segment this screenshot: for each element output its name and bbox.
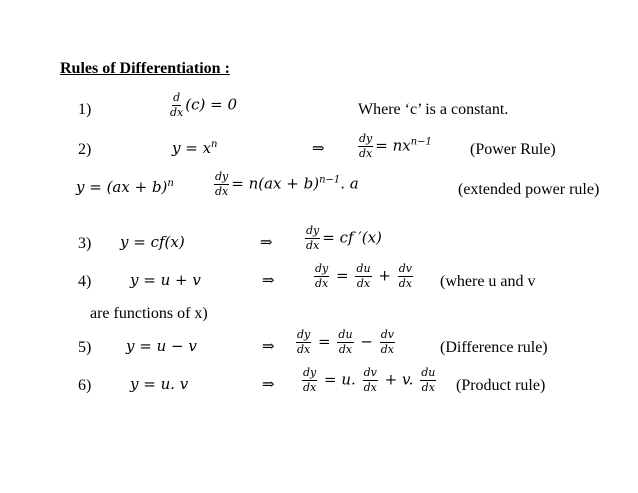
rule-1-note: Where ‘c’ is a constant. [358, 101, 509, 118]
rule-4-rhs: $\frac{dy}{dx}$ = $\frac{du}{dx}$ + $\frac{dv}{dx}$ [315, 262, 412, 290]
rule-2-note: (Power Rule) [470, 141, 556, 158]
page-title: Rules of Differentiation : [60, 60, 230, 77]
rule-2-rhs: $\frac{dy}{dx}$ = $nx^{n-1}$ [359, 132, 432, 160]
rule-2-lhs: $y = x^n$ [172, 139, 218, 157]
rule-3-lhs: y = cf(x) [120, 233, 185, 251]
rule-2b-note: (extended power rule) [458, 181, 600, 198]
rule-4-note: (where u and v [440, 273, 536, 290]
rule-number: 5) [78, 339, 92, 356]
rule-2b-lhs: y = (ax + b)$^n$ [76, 178, 174, 196]
rule-6-rhs: $\frac{dy}{dx}$ = u. $\frac{dv}{dx}$ + v. $\frac{du}{dx}$ [303, 366, 436, 394]
rule-6-note: (Product rule) [456, 377, 546, 394]
rule-number: 4) [78, 273, 92, 290]
implies-arrow: ⇒ [262, 337, 275, 355]
rule-5-note: (Difference rule) [440, 339, 548, 356]
implies-arrow: ⇒ [262, 271, 275, 289]
rule-3-rhs: $\frac{dy}{dx}$ = cf ′(x) [306, 224, 382, 252]
rule-6-lhs: y = u. v [130, 375, 189, 393]
implies-arrow: ⇒ [312, 139, 325, 157]
rule-4-note-continued: are functions of x) [90, 305, 208, 322]
rule-2b-rhs: $\frac{dy}{dx}$ = n(ax + b)$^{n-1}$. a [215, 170, 359, 198]
derivative-operator: $\frac{d}{dx}$ [170, 91, 184, 119]
rule-1-formula: $\frac{d}{dx}$ (c) = 0 [170, 91, 238, 119]
implies-arrow: ⇒ [260, 233, 273, 251]
rule-number: 6) [78, 377, 92, 394]
rule-4-lhs: y = u + v [130, 271, 201, 289]
rule-5-lhs: y = u − v [126, 337, 197, 355]
implies-arrow: ⇒ [262, 375, 275, 393]
rule-number: 1) [78, 101, 92, 118]
rule-number: 3) [78, 235, 92, 252]
rule-5-rhs: $\frac{dy}{dx}$ = $\frac{du}{dx}$ − $\frac{dv}{dx}$ [297, 328, 394, 356]
rule-number: 2) [78, 141, 92, 158]
